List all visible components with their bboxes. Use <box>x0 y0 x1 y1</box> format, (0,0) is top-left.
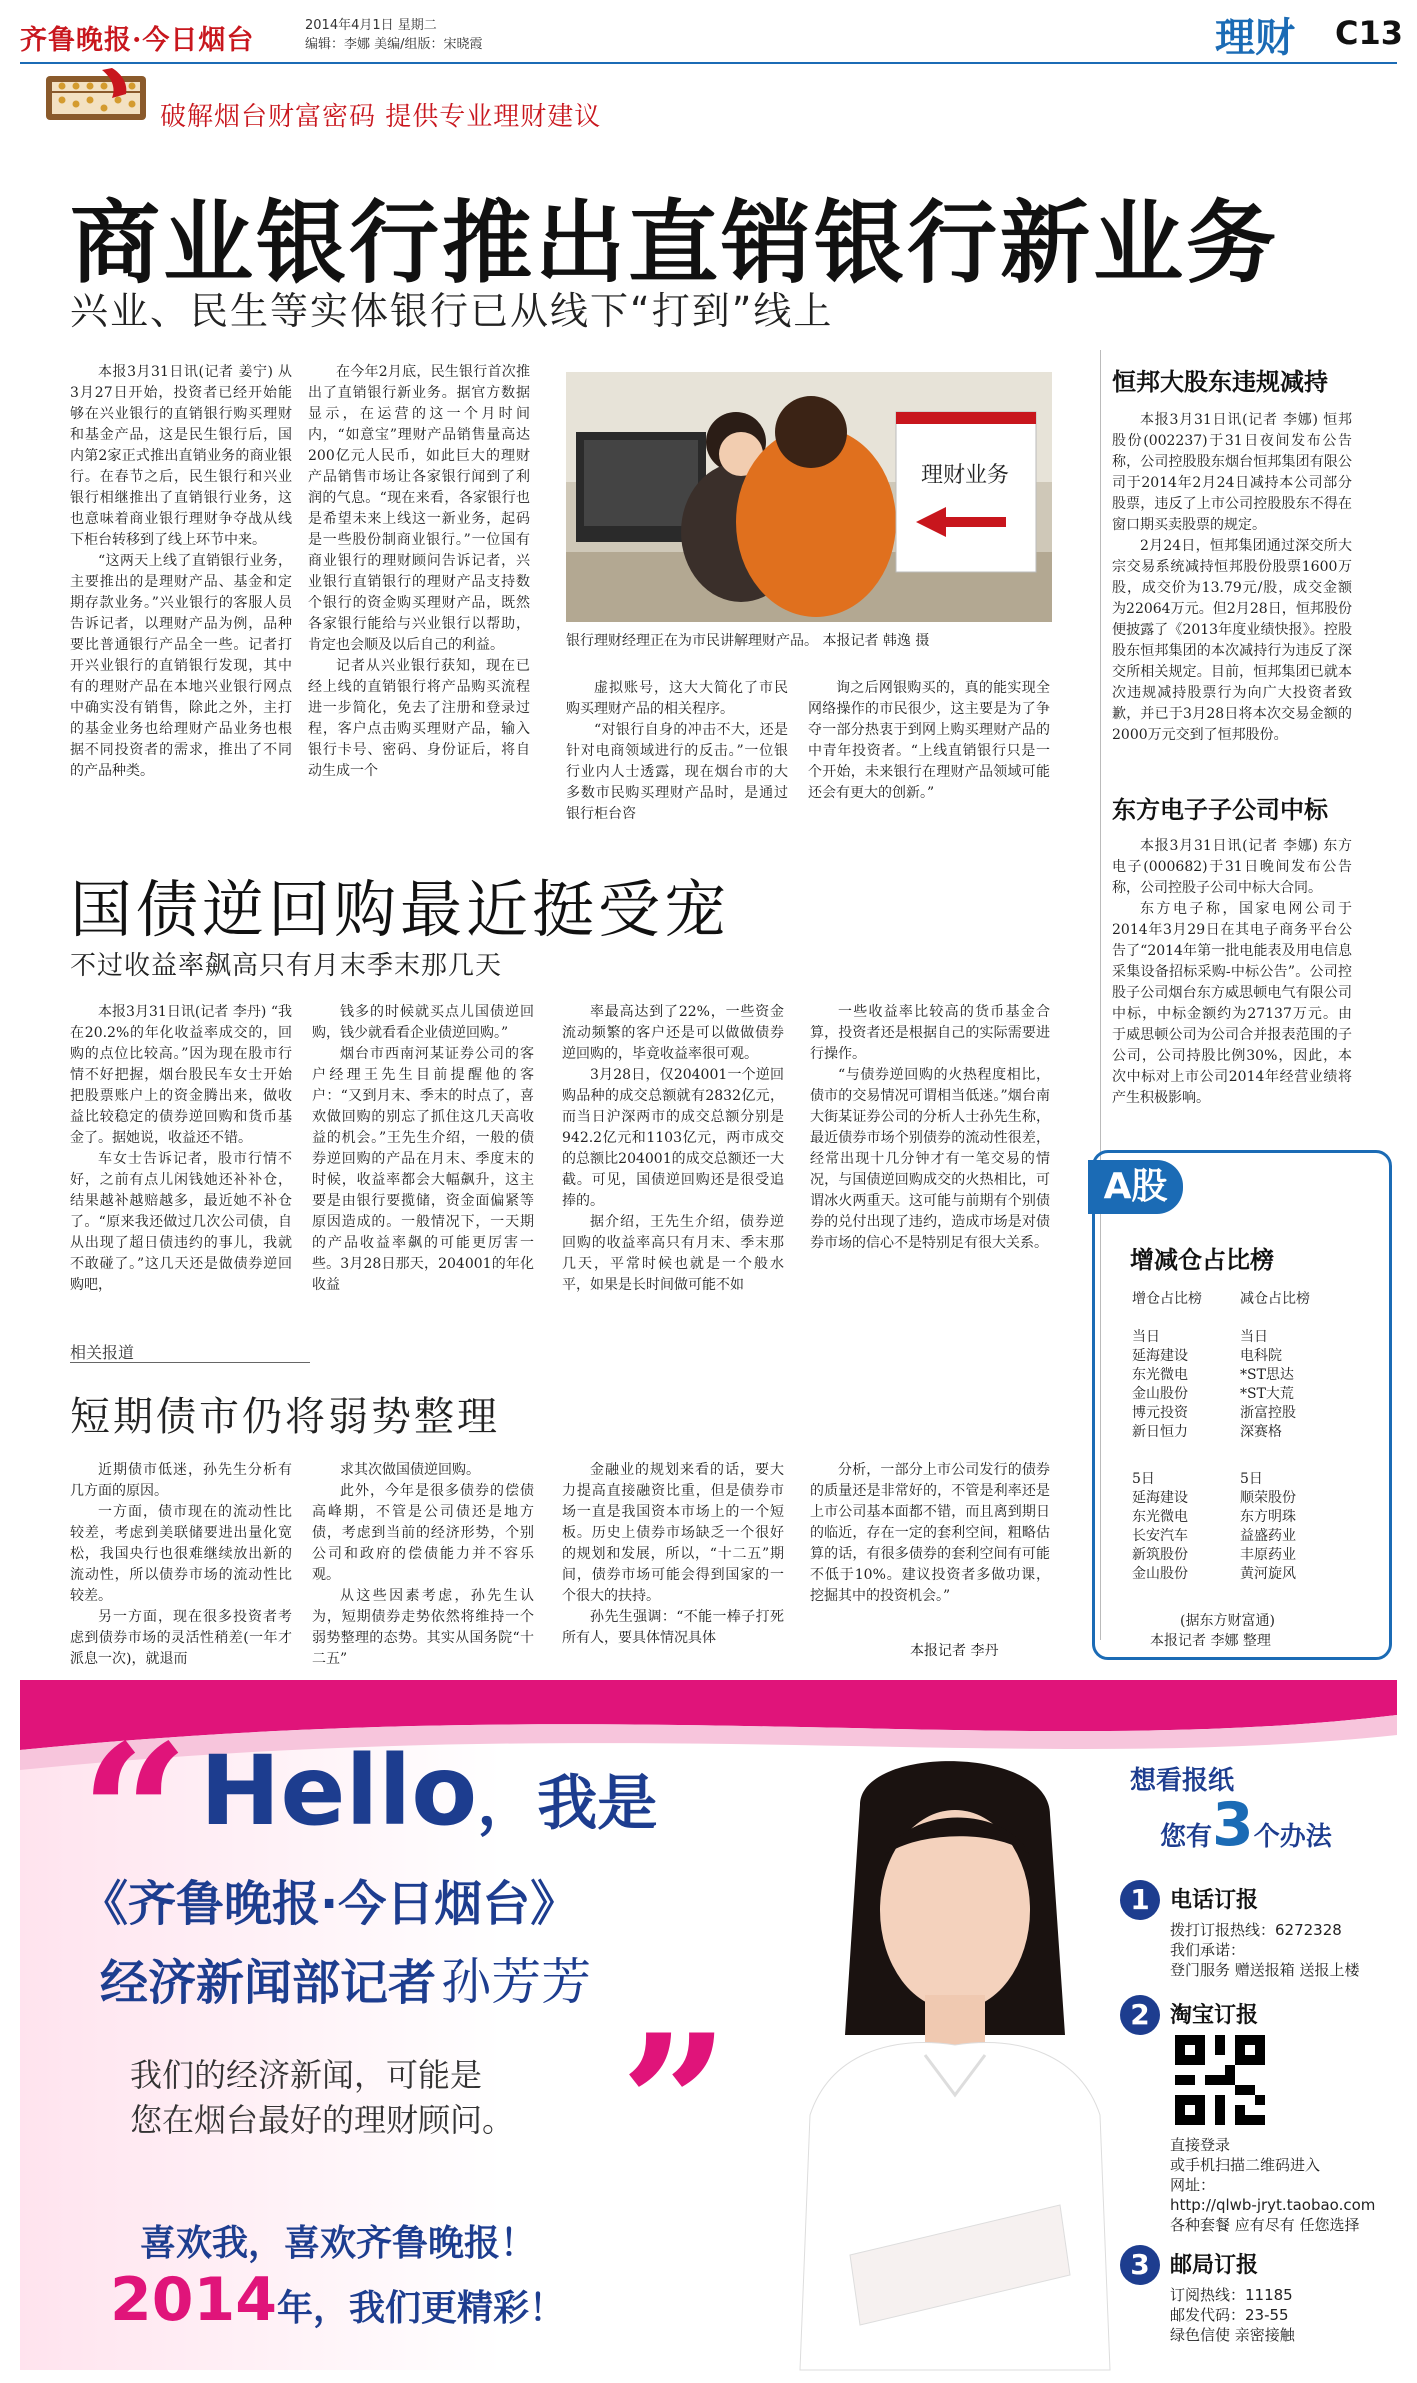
article1-headline: 商业银行推出直销银行新业务 <box>70 191 1279 296</box>
related-paragraph: 一方面，债市现在的流动性比较差，考虑到美联储要进出量化宽松，我国央行也很难继续放出新的流动性，所以债券市场的流动性比较差。 <box>70 1504 292 1604</box>
related-byline: 本报记者 李丹 <box>910 1643 999 1659</box>
related-paragraph: 近期债市低迷，孙先生分析有几方面的原因。 <box>70 1462 292 1499</box>
ashare-group-label: 当日 <box>1132 1329 1160 1345</box>
ashare-decrease-5d <box>1240 1470 1350 1584</box>
related-paragraph: 另一方面，现在很多投资者考虑到债券市场的灵活性稍差(一年才派息一次)，就退而 <box>70 1609 292 1667</box>
subscribe-count: 3 <box>1212 1790 1254 1860</box>
article2-column-3 <box>562 1002 784 1322</box>
ad-slogan-2: 年，我们更精彩！ <box>277 2288 566 2329</box>
related-paragraph: 金融业的规划来看的话，要大力提高直接融资比重，但是债券市场一直是我国资本市场上的一个短板。历史上债券市场缺乏一个很好的规划和发展，所以，“十二五”期间，债券市场可能会得到国家的一个很大的扶持。 <box>562 1462 784 1604</box>
method-2-line: 直接登录 <box>1170 2136 1231 2154</box>
ashare-decrease-day <box>1240 1328 1350 1442</box>
ashare-stock: 新日恒力 <box>1132 1424 1188 1440</box>
side1-paragraph: 2月24日，恒邦集团通过深交所大宗交易系统减持恒邦股份股票1600万股，成交价为13.79元/股，成交金额为22064万元。但2月28日，恒邦股份便披露了《2013年度业绩快报》。控股股东恒邦集团的本次减持行为违反了深交所相关规定。目前，恒邦集团已就本次违规减持股票行为向广大投资者致歉，并已于3月28日将本次交易金额的2000万元交到了恒邦股份。 <box>1112 538 1352 743</box>
article1-subhead: 兴业、民生等实体银行已从线下“打到”线上 <box>70 289 834 333</box>
abacus-icon <box>42 68 152 126</box>
related-paragraph: 求其次做国债逆回购。 <box>340 1462 480 1478</box>
ashare-stock: 博元投资 <box>1132 1405 1188 1421</box>
qr-code-icon[interactable] <box>1175 2035 1265 2125</box>
method-2-badge-icon: 2 <box>1120 1995 1160 2035</box>
ad-role: 经济新闻部记者 <box>100 1955 437 2011</box>
article1-column-1 <box>70 362 292 822</box>
ad-pitch-2: 您在烟台最好的理财顾问。 <box>130 2101 515 2139</box>
related-paragraph: 此外，今年是很多债券的偿债高峰期，不管是公司债还是地方债，考虑到当前的经济形势，个别公司和政府的偿债能力并不容乐观。 <box>312 1483 534 1583</box>
method-3-line: 绿色信使 亲密接触 <box>1170 2326 1295 2344</box>
ad-slogan-2-line <box>110 2265 565 2335</box>
article2-headline: 国债逆回购最近挺受宠 <box>70 873 731 946</box>
open-quote-icon: “ <box>80 1703 190 1926</box>
side2-headline: 东方电子子公司中标 <box>1112 796 1328 824</box>
related-paragraph: 从这些因素考虑，孙先生认为，短期债券走势依然将维持一个弱势整理的态势。其实从国务院“十二五” <box>312 1588 534 1667</box>
ashare-stock: 益盛药业 <box>1240 1528 1296 1544</box>
article1-paragraph: 询之后网银购买的，真的能实现全网络操作的市民很少，这主要是为了争夺一部分热衷于到网上购买理财产品的中青年投资者。“上线直销银行只是一个开始，未来银行在理财产品领域可能还会有更大的创新。” <box>808 680 1050 801</box>
article1-paragraph: 本报3月31日讯(记者 姜宁) 从3月27日开始，投资者已经开始能够在兴业银行的直销银行购买理财和基金产品，这是民生银行后，国内第2家正式推出直销业务的商业银行。在春节之后，民生银行和兴业银行相继推出了直销银行业务，这也意味着商业银行理财争夺战从线下柜台转移到了线上环节中来。 <box>70 364 292 548</box>
related-report-label: 相关报道 <box>70 1343 135 1362</box>
photo-sign-text: 理财业务 <box>921 463 1010 488</box>
method-1-badge-icon: 1 <box>1120 1880 1160 1920</box>
ashare-stock: 浙富控股 <box>1240 1405 1296 1421</box>
method-2-details <box>1170 2135 1375 2235</box>
article1-column-2 <box>308 362 530 822</box>
bank-photo-illustration <box>566 372 1052 622</box>
ashare-stock: 丰原药业 <box>1240 1547 1296 1563</box>
ashare-stock: 新筑股份 <box>1132 1547 1188 1563</box>
article2-paragraph: 钱多的时候就买点儿国债逆回购，钱少就看看企业债逆回购。” <box>312 1004 534 1041</box>
ashare-group-label: 当日 <box>1240 1329 1268 1345</box>
article1-paragraph: 记者从兴业银行获知，现在已经上线的直销银行将产品购买流程进一步简化，免去了注册和登录过程，客户点击购买理财产品，输入银行卡号、密码、身份证后，将自动生成一个 <box>308 658 530 779</box>
side2-paragraph: 本报3月31日讯(记者 李娜) 东方电子(000682)于31日晚间发布公告称，公司控股子公司中标大合同。 <box>1112 838 1352 896</box>
masthead <box>20 18 300 58</box>
reporter-portrait <box>790 1735 1120 2370</box>
related-divider <box>70 1362 310 1363</box>
subscribe-head-2b: 个办法 <box>1253 1822 1332 1852</box>
article1-column-3 <box>566 678 788 828</box>
article2-paragraph: 率最高达到了22%，一些资金流动频繁的客户还是可以做做债券逆回购的，毕竟收益率很可观。 <box>562 1004 784 1062</box>
article2-paragraph: 烟台市西南河某证券公司的客户经理王先生目前提醒他的客户：“又到月末、季末的时点了，喜欢做回购的别忘了抓住这几天高收益的机会。”王先生介绍，一般的债券逆回购的产品在月末、季度末的时候，收益率都会大幅飙升，这主要是由银行要揽储，资金面偏紧等原因造成的。一般情况下，一天期的产品收益率飙的可能更厉害一些。3月28日那天，204001的年化收益 <box>312 1046 534 1293</box>
method-1-line: 拨打订报热线：6272328 <box>1170 1921 1342 1939</box>
article1-paragraph: “对银行自身的冲击不大，还是针对电商领域进行的反击。”一位银行业内人士透露，现在烟台市的大多数市民购买理财产品时，是通过银行柜台咨 <box>566 722 788 822</box>
ad-role-line <box>100 1942 591 2014</box>
article2-paragraph: 本报3月31日讯(记者 李丹) “我在20.2%的年化收益率成交的，回购的点位比较高。”因为现在股市行情不好把握，烟台股民车女士开始把股票账户上的资金腾出来，做收益比较稳定的债券逆回购和货币基金了。据她说，收益还不错。 <box>70 1004 292 1146</box>
editor-credits: 编辑：李娜 美编/组版：宋晓霞 <box>305 37 483 52</box>
method-2-line: 各种套餐 应有尽有 任您选择 <box>1170 2216 1360 2234</box>
ashare-stock: 东光微电 <box>1132 1509 1188 1525</box>
subscribe-head-1: 想看报纸 <box>1130 1766 1235 1796</box>
method-1-details <box>1170 1920 1360 1980</box>
method-3-line: 订阅热线：11185 <box>1170 2286 1293 2304</box>
related-headline: 短期债市仍将弱势整理 <box>70 1394 500 1440</box>
article1-paragraph: 虚拟账号，这大大简化了市民购买理财产品的相关程序。 <box>566 680 788 717</box>
side1-body <box>1112 410 1352 795</box>
section-name: 理财 <box>1215 14 1295 61</box>
related-column-1 <box>70 1460 292 1667</box>
ad-hello-line <box>200 1735 657 1847</box>
related-column-3 <box>562 1460 784 1650</box>
method-1-line: 登门服务 赠送报箱 送报上楼 <box>1170 1961 1360 1979</box>
ad-hello: Hello <box>200 1735 478 1847</box>
ad-slogan-year: 2014 <box>110 2265 277 2335</box>
ad-pitch-1: 我们的经济新闻，可能是 <box>130 2056 483 2094</box>
ad-wo-shi: ，我是 <box>477 1769 658 1839</box>
article1-paragraph: 在今年2月底，民生银行首次推出了直销银行新业务。据官方数据显示，在运营的这一个月时间内，“如意宝”理财产品销售量高达200亿元人民币，如此巨大的理财产品销售市场让各家银行闻到了利润的气息。“现在来看，各家银行也是希望未来上线这一新业务，起码是一些股份制商业银行。”一位国有商业银行的理财顾问告诉记者，兴业银行直销银行的理财产品支持数个银行的资金购买理财产品，既然各家银行能给与兴业银行以帮助，肯定也会顺及以后自己的利益。 <box>308 364 530 653</box>
related-column-4 <box>810 1460 1050 1630</box>
brand-logo-text: 齐鲁晚报·今日烟台 <box>20 25 255 56</box>
ashare-stock: 长安汽车 <box>1132 1528 1188 1544</box>
side2-body <box>1112 836 1352 1136</box>
ashare-stock: 延海建设 <box>1132 1348 1188 1364</box>
method-2-line: 网址： <box>1170 2176 1216 2194</box>
related-column-2 <box>312 1460 534 1667</box>
article1-paragraph: “这两天上线了直销银行业务，主要推出的是理财产品、基金和定期存款业务。”兴业银行的客服人员告诉记者，以理财产品为例，品种要比普通银行产品全一些。记者打开兴业银行的直销银行发现，其中有的理财产品在本地兴业银行网点中确实没有销售，除此之外，主打的基金业务也给理财产品业务也根据不同投资者的需求，推出了不同的产品种类。 <box>70 553 292 779</box>
ashare-byline: 本报记者 李娜 整理 <box>1150 1633 1271 1649</box>
article2-column-1 <box>70 1002 292 1322</box>
ad-paper-name: 《齐鲁晚报·今日烟台》 <box>80 1876 579 1932</box>
ashare-increase-5d <box>1132 1470 1232 1584</box>
side1-headline: 恒邦大股东违规减持 <box>1112 368 1328 396</box>
subscribe-head-2 <box>1160 1790 1332 1860</box>
ashare-col-decrease: 减仓占比榜 <box>1240 1291 1310 1307</box>
subscription-ad <box>20 1680 1397 2370</box>
ashare-stock: 金山股份 <box>1132 1566 1188 1582</box>
header-divider <box>20 62 1397 64</box>
subscribe-head-2a: 您有 <box>1160 1822 1213 1852</box>
ashare-source: (据东方财富通) <box>1180 1613 1275 1629</box>
ashare-col-increase: 增仓占比榜 <box>1132 1291 1202 1307</box>
issue-date: 2014年4月1日 星期二 <box>305 18 437 33</box>
taobao-url-link[interactable]: http://qlwb-jryt.taobao.com <box>1170 2196 1376 2214</box>
related-paragraph: 孙先生强调：“不能一棒子打死所有人，要具体情况具体 <box>562 1609 784 1646</box>
ashare-stock: 黄河旋风 <box>1240 1566 1296 1582</box>
article2-column-2 <box>312 1002 534 1322</box>
ashare-stock: 深赛格 <box>1240 1424 1282 1440</box>
ashare-tag: A股 <box>1088 1160 1183 1214</box>
article2-paragraph: 3月28日，仅204001一个逆回购品种的成交总额就有2832亿元，而当日沪深两市的成交总额分别是942.2亿元和1103亿元，两市成交的总额比204001的成交总额还一大截。可见，国债逆回购还是很受追捧的。 <box>562 1067 784 1209</box>
ashare-stock: *ST思达 <box>1240 1367 1294 1383</box>
ashare-increase-day <box>1132 1328 1232 1442</box>
section-tagline: 破解烟台财富密码 提供专业理财建议 <box>160 102 602 132</box>
close-quote-icon: ” <box>620 1993 730 2216</box>
article2-paragraph: 一些收益率比较高的货币基金合算，投资者还是根据自己的实际需要进行操作。 <box>810 1004 1050 1062</box>
method-2-line: 或手机扫描二维码进入 <box>1170 2156 1321 2174</box>
article2-paragraph: “与债券逆回购的火热程度相比，债市的交易情况可谓相当低迷。”烟台南大街某证券公司的分析人士孙先生称，最近债券市场个别债券的流动性很差，经常出现十几分钟才有一笔交易的情况，与国债逆回购成交的火热相比，可谓冰火两重天。这可能与前期有个别债券的兑付出现了违约，造成市场是对债券市场的信心不是特别足有很大关系。 <box>810 1067 1050 1251</box>
article2-subhead: 不过收益率飙高只有月末季末那几天 <box>70 951 503 981</box>
side1-paragraph: 本报3月31日讯(记者 李娜) 恒邦股份(002237)于31日夜间发布公告称，公司控股股东烟台恒邦集团有限公司于2014年2月24日减持本公司部分股票，违反了上市公司控股股东不得在窗口期买卖股票的规定。 <box>1112 412 1352 533</box>
photo-caption: 银行理财经理正在为市民讲解理财产品。 本报记者 韩逸 摄 <box>566 633 930 649</box>
ashare-stock: *ST大荒 <box>1240 1386 1294 1402</box>
article2-paragraph: 据介绍，王先生介绍，债券逆回购的收益率高只有月末、季末那几天，平常时候也就是一个般水平，如果是长时间做可能不如 <box>562 1214 784 1293</box>
article1-column-4 <box>808 678 1050 828</box>
related-paragraph: 分析，一部分上市公司发行的债券的质量还是非常好的，不管是利率还是上市公司基本面都不错，而且离到期日的临近，存在一定的套利空间，粗略估算的话，有很多债券的套利空间有可能不低于10%。建议投资者多做功课，挖掘其中的投资机会。” <box>810 1462 1050 1604</box>
ad-reporter-name: 孙芳芳 <box>441 1953 592 2011</box>
ashare-stock: 电科院 <box>1240 1348 1282 1364</box>
ashare-stock: 延海建设 <box>1132 1490 1188 1506</box>
ashare-group-label: 5日 <box>1132 1471 1155 1487</box>
method-3-title: 邮局订报 <box>1170 2253 1259 2278</box>
article2-column-4 <box>810 1002 1050 1322</box>
bank-photo <box>566 372 1052 622</box>
method-3-badge-icon: 3 <box>1120 2245 1160 2285</box>
ashare-group-label: 5日 <box>1240 1471 1263 1487</box>
ashare-stock: 东光微电 <box>1132 1367 1188 1383</box>
article2-paragraph: 车女士告诉记者，股市行情不好，之前有点儿闲钱她还补补仓，结果越补越赔越多，最近她不补仓了。“原来我还做过几次公司债，自从出现了超日债违约的事儿，我就不敢碰了。”这几天还是做债券逆回购吧， <box>70 1151 292 1293</box>
method-3-line: 邮发代码：23-55 <box>1170 2306 1289 2324</box>
ashare-stock: 顺荣股份 <box>1240 1490 1296 1506</box>
method-1-line: 我们承诺： <box>1170 1941 1246 1959</box>
page-number: C13 <box>1335 14 1404 52</box>
method-3-details <box>1170 2285 1295 2345</box>
method-1-title: 电话订报 <box>1170 1888 1259 1913</box>
ashare-stock: 东方明珠 <box>1240 1509 1296 1525</box>
ashare-stock: 金山股份 <box>1132 1386 1188 1402</box>
method-2-title: 淘宝订报 <box>1170 2003 1259 2028</box>
ad-slogan-1: 喜欢我，喜欢齐鲁晚报！ <box>140 2223 537 2264</box>
side2-paragraph: 东方电子称，国家电网公司于2014年3月29日在其电子商务平台公告了“2014年第一批电能表及用电信息采集设备招标采购-中标公告”。公司控股子公司烟台东方威思顿电气有限公司中标，中标金额约为27137万元。由于威思顿公司为公司合并报表范围的子公司，公司持股比例30%，因此，本次中标对上市公司2014年经营业绩将产生积极影响。 <box>1112 901 1352 1106</box>
ashare-title: 增减仓占比榜 <box>1130 1246 1274 1274</box>
